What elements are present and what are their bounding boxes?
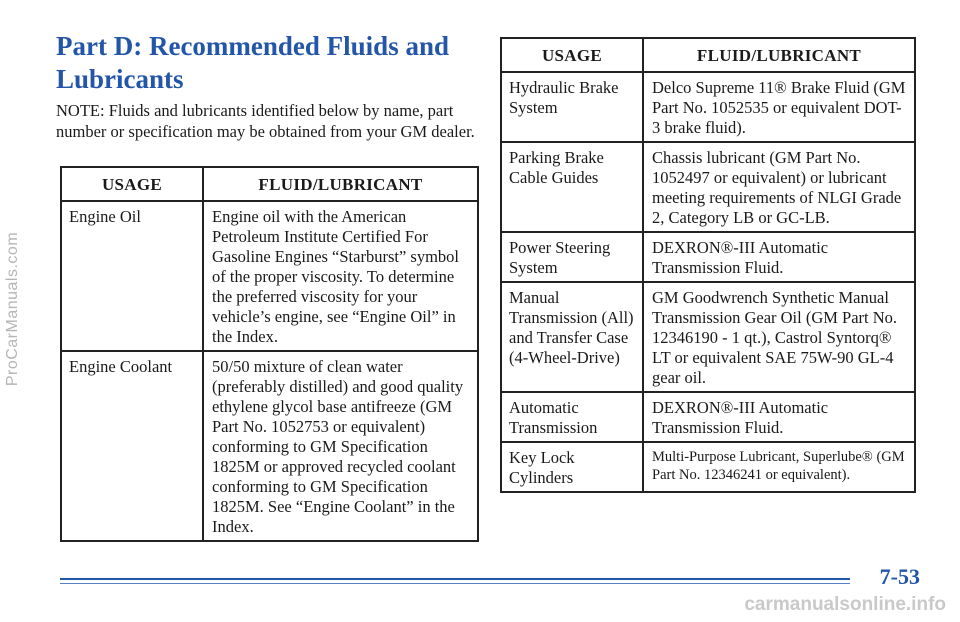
page-title: Part D: Recommended Fluids and Lubricants <box>56 31 449 94</box>
usage-cell: Key Lock Cylinders <box>501 442 643 492</box>
usage-cell: Engine Coolant <box>61 351 203 541</box>
header-fluid-lubricant: FLUID/LUBRICANT <box>203 167 478 201</box>
table-header-row <box>61 167 478 201</box>
header-fluid-lubricant: FLUID/LUBRICANT <box>643 38 915 72</box>
footer-rule <box>60 578 850 580</box>
table-row <box>501 392 915 442</box>
table-row <box>501 142 915 232</box>
fluid-cell: DEXRON®-III Automatic Transmission Fluid. <box>643 232 915 282</box>
table-row <box>61 351 478 541</box>
usage-cell: Hydraulic Brake System <box>501 72 643 142</box>
fluid-cell: DEXRON®-III Automatic Transmission Fluid. <box>643 392 915 442</box>
page-number: 7-53 <box>879 564 920 589</box>
table-row <box>501 282 915 392</box>
usage-cell: Manual Transmission (All) and Transfer Case (4-Wheel-Drive) <box>501 282 643 392</box>
fluid-cell: 50/50 mixture of clean water (preferably distilled) and good quality ethylene glycol base antifreeze (GM Part No. 1052753 or equivalent) conforming to GM Specification 1825M or approved recycled coolant conforming to GM Specification 1825M. See “Engine Coolant” in the Index. <box>203 351 478 541</box>
page-footer <box>60 564 920 590</box>
note-paragraph: NOTE: Fluids and lubricants identified below by name, part number or specification may be obtained from your GM dealer. <box>56 101 475 141</box>
usage-cell: Power Steering System <box>501 232 643 282</box>
usage-cell: Automatic Transmission <box>501 392 643 442</box>
side-watermark-text: ProCarManuals.com <box>4 231 21 387</box>
fluids-table-right <box>500 37 916 493</box>
table-row <box>501 442 915 492</box>
table-row <box>501 232 915 282</box>
footer-rule-thin <box>60 583 850 584</box>
table-row <box>61 201 478 351</box>
fluid-cell: Multi-Purpose Lubricant, Superlube® (GM Part No. 12346241 or equivalent). <box>643 442 915 492</box>
table-row <box>501 72 915 142</box>
header-usage: USAGE <box>61 167 203 201</box>
usage-cell: Parking Brake Cable Guides <box>501 142 643 232</box>
fluid-cell: Chassis lubricant (GM Part No. 1052497 or equivalent) or lubricant meeting requirements of NLGI Grade 2, Category LB or GC-LB. <box>643 142 915 232</box>
bottom-watermark: carmanualsonline.info <box>744 594 946 615</box>
fluid-cell: Engine oil with the American Petroleum Institute Certified For Gasoline Engines “Starburst” symbol of the proper viscosity. To determine the preferred viscosity for your vehicle’s engine, see “Engine Oil” in the Index. <box>203 201 478 351</box>
side-watermark <box>0 0 28 622</box>
usage-cell: Engine Oil <box>61 201 203 351</box>
header-usage: USAGE <box>501 38 643 72</box>
fluid-cell: Delco Supreme 11® Brake Fluid (GM Part No. 1052535 or equivalent DOT-3 brake fluid). <box>643 72 915 142</box>
fluids-table-left <box>60 166 479 542</box>
table-header-row <box>501 38 915 72</box>
fluid-cell: GM Goodwrench Synthetic Manual Transmission Gear Oil (GM Part No. 12346190 - 1 qt.), Castrol Syntorq® LT or equivalent SAE 75W-90 GL-4 gear oil. <box>643 282 915 392</box>
